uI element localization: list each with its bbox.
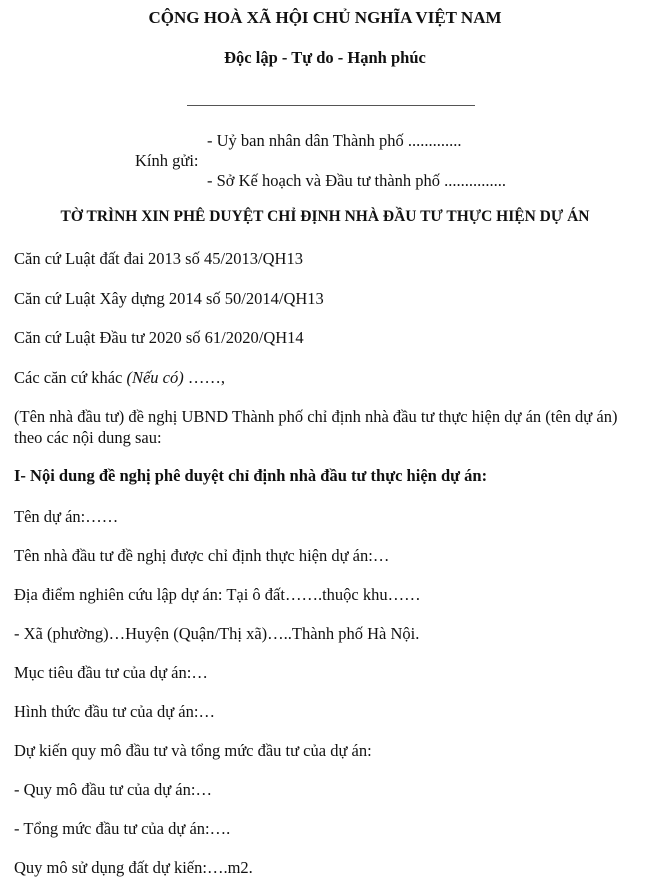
recipients-label: Kính gửi: bbox=[135, 151, 199, 170]
nation-heading: CỘNG HOÀ XÃ HỘI CHỦ NGHĨA VIỆT NAM bbox=[148, 8, 502, 27]
other-bases-suffix: ……, bbox=[183, 368, 225, 387]
investor-name-line: Tên nhà đầu tư đề nghị được chỉ định thực hiện dự án:… bbox=[14, 546, 390, 565]
other-bases-prefix: Các căn cứ khác bbox=[14, 368, 127, 387]
legal-basis-other bbox=[14, 368, 225, 388]
project-name-line: Tên dự án:…… bbox=[14, 507, 119, 526]
project-location-line: Địa điểm nghiên cứu lập dự án: Tại ô đất…….thuộc khu…… bbox=[14, 585, 421, 604]
total-investment-line: - Tổng mức đầu tư của dự án:…. bbox=[14, 819, 231, 838]
project-administrative-area-line: - Xã (phường)…Huyện (Quận/Thị xã)…..Thành phố Hà Nội. bbox=[14, 624, 420, 643]
legal-basis-construction-law: Căn cứ Luật Xây dựng 2014 số 50/2014/QH13 bbox=[14, 289, 324, 308]
legal-basis-investment-law: Căn cứ Luật Đầu tư 2020 số 61/2020/QH14 bbox=[14, 328, 304, 347]
investment-form-line: Hình thức đầu tư của dự án:… bbox=[14, 702, 215, 721]
recipient-people-committee: - Uỷ ban nhân dân Thành phố ............. bbox=[207, 131, 462, 150]
investment-scale-line: - Quy mô đầu tư của dự án:… bbox=[14, 780, 212, 799]
legal-basis-land-law: Căn cứ Luật đất đai 2013 số 45/2013/QH13 bbox=[14, 249, 303, 268]
other-bases-optional-note: (Nếu có) bbox=[126, 368, 184, 387]
header-divider bbox=[187, 105, 475, 106]
investment-objective-line: Mục tiêu đầu tư của dự án:… bbox=[14, 663, 208, 682]
section-1-heading: I- Nội dung đề nghị phê duyệt chỉ định nhà đầu tư thực hiện dự án: bbox=[14, 466, 488, 485]
request-paragraph: (Tên nhà đầu tư) đề nghị UBND Thành phố chỉ định nhà đầu tư thực hiện dự án (tên dự án) theo các nội dung sau: bbox=[14, 407, 618, 447]
recipient-planning-department: - Sở Kế hoạch và Đầu tư thành phố ............... bbox=[207, 171, 507, 190]
motto: Độc lập - Tự do - Hạnh phúc bbox=[224, 48, 426, 67]
document-title: TỜ TRÌNH XIN PHÊ DUYỆT CHỈ ĐỊNH NHÀ ĐẦU TƯ THỰC HIỆN DỰ ÁN bbox=[60, 208, 590, 225]
expected-scale-and-capital-heading: Dự kiến quy mô đầu tư và tổng mức đầu tư của dự án: bbox=[14, 741, 372, 760]
land-use-scale-line: Quy mô sử dụng đất dự kiến:….m2. bbox=[14, 858, 253, 877]
